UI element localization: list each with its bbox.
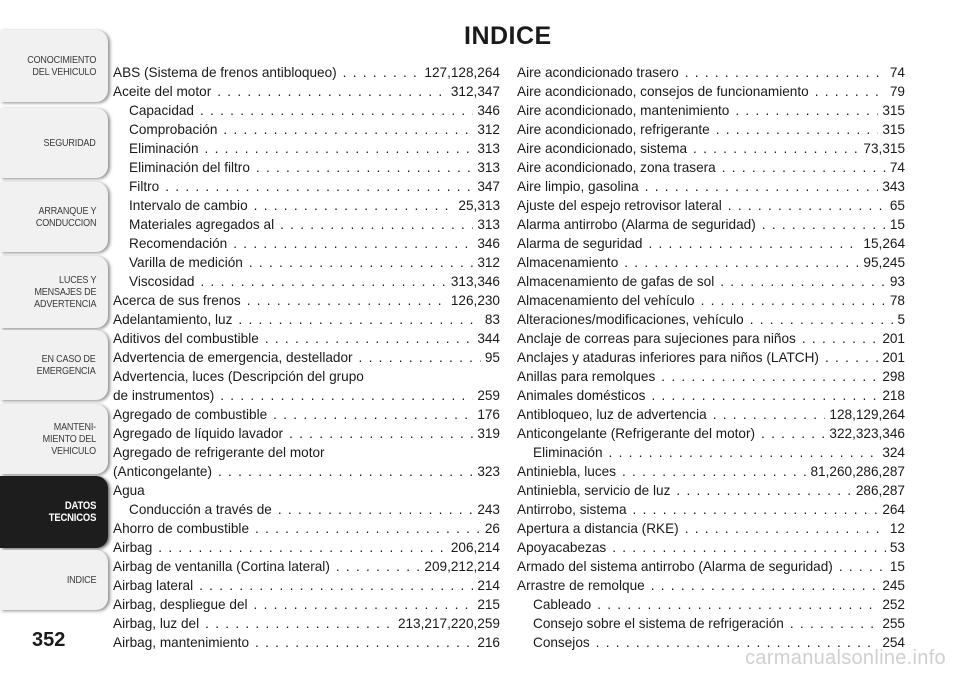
- index-entry[interactable]: [517, 481, 905, 500]
- index-entry-label: Airbag: [113, 540, 153, 555]
- index-entry[interactable]: [517, 519, 905, 538]
- index-entry-label: Conducción a través de: [129, 502, 272, 517]
- index-entry-page[interactable]: 213,217,220,259: [397, 616, 500, 631]
- dot-leader: [616, 462, 807, 481]
- index-entry[interactable]: [113, 348, 500, 367]
- index-entry-page[interactable]: 245: [882, 578, 905, 593]
- index-entry[interactable]: [517, 291, 905, 310]
- dot-leader: [199, 139, 474, 158]
- index-entry-label: Airbag de ventanilla (Cortina lateral): [113, 559, 330, 574]
- index-entry-label: Anclajes y ataduras inferiores para niños (LATCH): [517, 350, 819, 365]
- index-entry-label: Capacidad: [129, 103, 194, 118]
- index-entry-label: Eliminación: [129, 141, 199, 156]
- index-entry-label: Aire acondicionado, zona trasera: [517, 160, 716, 175]
- index-entry[interactable]: [113, 310, 500, 329]
- dot-leader: [249, 519, 481, 538]
- index-entry-label: Airbag, mantenimiento: [113, 635, 250, 650]
- tab-conocimiento-del-vehiculo[interactable]: [0, 30, 108, 102]
- page-number: 352: [32, 629, 66, 651]
- dot-leader: [645, 386, 878, 405]
- index-entry[interactable]: [517, 443, 905, 462]
- tab-label: MANTENI- MIENTO DEL VEHICULO: [42, 421, 96, 457]
- index-entry-page[interactable]: 298: [882, 369, 905, 384]
- index-entry-label: Aditivos del combustible: [113, 331, 259, 346]
- index-entry[interactable]: [113, 557, 500, 576]
- tab-label: CONOCIMIENTO DEL VEHICULO: [26, 54, 96, 78]
- index-entry-label: Animales domésticos: [517, 388, 646, 403]
- dot-leader: [606, 538, 886, 557]
- tab-luces-y-mensajes-de-advertencia[interactable]: [0, 256, 108, 328]
- index-entry-label: Antiniebla, luces: [517, 464, 616, 479]
- index-entry[interactable]: [113, 120, 500, 139]
- index-entry[interactable]: [113, 234, 500, 253]
- dot-leader: [337, 63, 421, 82]
- index-entry[interactable]: [517, 405, 905, 424]
- index-entry-page[interactable]: 264: [882, 502, 905, 517]
- index-entry[interactable]: [113, 481, 500, 500]
- dot-leader: [243, 253, 473, 272]
- index-entry-page[interactable]: 15,264: [863, 236, 905, 251]
- dot-leader: [248, 595, 474, 614]
- tab-label: INDICE: [66, 574, 96, 586]
- dot-leader: [212, 462, 473, 481]
- dot-leader: [283, 424, 473, 443]
- index-entry[interactable]: [113, 633, 500, 652]
- index-entry-label: Apoyacabezas: [517, 540, 607, 555]
- index-entry-label: Almacenamiento del vehículo: [517, 293, 695, 308]
- tab-indice[interactable]: [0, 550, 108, 610]
- dot-leader: [695, 291, 886, 310]
- index-entry-label: Armado del sistema antirrobo (Alarma de seguridad): [517, 559, 833, 574]
- index-entry-label: Recomendación: [129, 236, 228, 251]
- dot-leader: [655, 367, 878, 386]
- index-entry-label: Viscosidad: [129, 274, 195, 289]
- index-entry-label: Alteraciones/modificaciones, vehículo: [517, 312, 744, 327]
- index-entry-label: Aire limpio, gasolina: [517, 179, 639, 194]
- dot-leader: [193, 576, 473, 595]
- dot-leader: [744, 310, 894, 329]
- index-entry-page[interactable]: 176: [477, 407, 500, 422]
- index-entry-page[interactable]: 344: [477, 331, 500, 346]
- index-entry-page[interactable]: 95,245: [863, 255, 905, 270]
- tab-en-caso-de-emergencia[interactable]: [0, 330, 108, 400]
- index-entry-label: Anticongelante (Refrigerante del motor): [517, 426, 756, 441]
- index-entry[interactable]: [113, 519, 500, 538]
- dot-leader: [679, 63, 886, 82]
- index-entry-page[interactable]: 312,347: [450, 84, 500, 99]
- index-entry[interactable]: [517, 538, 905, 557]
- index-entry[interactable]: [517, 500, 905, 519]
- index-entry-label: Cableado: [533, 597, 592, 612]
- index-entry-page[interactable]: 319: [477, 426, 500, 441]
- index-entry-page[interactable]: 313: [477, 217, 500, 232]
- index-entry-label: Antirrobo, sistema: [517, 502, 627, 517]
- dot-leader: [274, 215, 473, 234]
- index-entry-page[interactable]: 215: [477, 597, 500, 612]
- index-entry-page[interactable]: 79: [889, 84, 905, 99]
- watermark-text: carmanualsonline.info: [745, 647, 946, 669]
- dot-leader: [670, 481, 851, 500]
- dot-leader: [241, 291, 447, 310]
- index-entry-label: Agregado de líquido lavador: [113, 426, 284, 441]
- index-entry-label: Advertencia, luces (Descripción del grupo: [113, 369, 364, 384]
- index-entry-label: Comprobación: [129, 122, 218, 137]
- dot-leader: [796, 329, 878, 348]
- index-entry-page[interactable]: 128,129,264: [829, 407, 905, 422]
- dot-leader: [707, 405, 826, 424]
- dot-leader: [227, 234, 473, 253]
- index-entry-label: Ahorro de combustible: [113, 521, 250, 536]
- index-entry-page[interactable]: 201: [882, 350, 905, 365]
- index-entry-page[interactable]: 315: [882, 103, 905, 118]
- index-entry-label: Acerca de sus frenos: [113, 293, 241, 308]
- dot-leader: [722, 196, 886, 215]
- index-entry-label: (Anticongelante): [113, 464, 212, 479]
- chapter-tabs-sidebar: [0, 0, 108, 678]
- index-entry-label: Aceite del motor: [113, 84, 212, 99]
- dot-leader: [714, 272, 886, 291]
- dot-leader: [679, 519, 886, 538]
- index-entry-page[interactable]: 206,214: [450, 540, 500, 555]
- index-entry[interactable]: [113, 386, 500, 405]
- index-entry[interactable]: [517, 329, 905, 348]
- index-entry-label: Ajuste del espejo retrovisor lateral: [517, 198, 722, 213]
- dot-leader: [784, 614, 878, 633]
- index-entry-page[interactable]: 127,128,264: [424, 65, 500, 80]
- index-entry[interactable]: [517, 253, 905, 272]
- index-entry[interactable]: [113, 177, 500, 196]
- index-entry[interactable]: [517, 272, 905, 291]
- index-entry-label: Varilla de medición: [129, 255, 243, 270]
- index-entry-page[interactable]: 209,212,214: [424, 559, 500, 574]
- dot-leader: [199, 614, 394, 633]
- index-entry-page[interactable]: 286,287: [855, 483, 905, 498]
- index-entry-label: Aire acondicionado, refrigerante: [517, 122, 710, 137]
- dot-leader: [645, 576, 879, 595]
- index-entry[interactable]: [517, 462, 905, 481]
- dot-leader: [627, 500, 879, 519]
- index-entry-label: Intervalo de cambio: [129, 198, 248, 213]
- dot-leader: [618, 253, 859, 272]
- index-entry-label: Aire acondicionado, consejos de funcionamiento: [517, 84, 809, 99]
- index-entry-page[interactable]: 313: [477, 141, 500, 156]
- index-entry-page[interactable]: 216: [477, 635, 500, 650]
- index-entry-page[interactable]: 346: [477, 236, 500, 251]
- index-entry-label: de instrumentos): [113, 388, 215, 403]
- dot-leader: [642, 234, 859, 253]
- index-entry[interactable]: [113, 272, 500, 291]
- index-entry-page[interactable]: 12: [889, 521, 905, 536]
- index-entry[interactable]: [113, 63, 500, 82]
- index-entry[interactable]: [113, 443, 500, 462]
- dot-leader: [248, 196, 455, 215]
- index-entry-label: Agua: [113, 483, 145, 498]
- index-entry-page[interactable]: 78: [889, 293, 905, 308]
- index-entry[interactable]: [113, 253, 500, 272]
- index-entry[interactable]: [113, 196, 500, 215]
- index-entry[interactable]: [517, 367, 905, 386]
- index-entry-label: Antibloqueo, luz de advertencia: [517, 407, 707, 422]
- index-entry-page[interactable]: 322,323,346: [829, 426, 905, 441]
- index-entry-page[interactable]: 95: [484, 350, 500, 365]
- index-entry-page[interactable]: 252: [882, 597, 905, 612]
- index-entry-page[interactable]: 65: [889, 198, 905, 213]
- index-column-left: [113, 63, 500, 652]
- index-entry-page[interactable]: 243: [477, 502, 500, 517]
- index-entry[interactable]: [517, 82, 905, 101]
- index-entry-page[interactable]: 73,315: [863, 141, 905, 156]
- index-entry-page[interactable]: 126,230: [450, 293, 500, 308]
- index-entry-page[interactable]: 15: [889, 217, 905, 232]
- tab-label: EN CASO DE EMERGENCIA: [37, 353, 96, 377]
- index-entry[interactable]: [113, 538, 500, 557]
- dot-leader: [195, 272, 447, 291]
- index-entry-label: Aire acondicionado trasero: [517, 65, 679, 80]
- index-entry-label: Anillas para remolques: [517, 369, 656, 384]
- index-entry[interactable]: [517, 348, 905, 367]
- index-entry[interactable]: [517, 158, 905, 177]
- tab-label: ARRANQUE Y CONDUCCION: [35, 205, 96, 229]
- index-entry[interactable]: [517, 101, 905, 120]
- index-entry[interactable]: [517, 196, 905, 215]
- dot-leader: [211, 82, 447, 101]
- dot-leader: [591, 595, 878, 614]
- index-column-right: [517, 63, 905, 652]
- index-entry-page[interactable]: 214: [477, 578, 500, 593]
- index-entry[interactable]: [517, 215, 905, 234]
- index-entry-label: Agregado de combustible: [113, 407, 268, 422]
- index-entry[interactable]: [113, 82, 500, 101]
- index-entry-page[interactable]: 81,260,286,287: [810, 464, 905, 479]
- index-entry[interactable]: [517, 614, 905, 633]
- index-entry-label: Antiniebla, servicio de luz: [517, 483, 671, 498]
- index-entry[interactable]: [517, 234, 905, 253]
- dot-leader: [603, 443, 879, 462]
- dot-leader: [819, 348, 878, 367]
- index-entry[interactable]: [113, 139, 500, 158]
- index-entry[interactable]: [517, 177, 905, 196]
- index-entry[interactable]: [113, 367, 500, 386]
- index-entry-label: Almacenamiento de gafas de sol: [517, 274, 715, 289]
- index-entry-page[interactable]: 15: [889, 559, 905, 574]
- index-entry[interactable]: [113, 405, 500, 424]
- index-entry-page[interactable]: 255: [882, 616, 905, 631]
- index-entry[interactable]: [113, 462, 500, 481]
- index-entry[interactable]: [113, 291, 500, 310]
- index-entry[interactable]: [517, 310, 905, 329]
- index-entry[interactable]: [113, 500, 500, 519]
- index-entry-page[interactable]: 93: [889, 274, 905, 289]
- index-entry-page[interactable]: 53: [889, 540, 905, 555]
- index-entry-label: Airbag, despliegue del: [113, 597, 248, 612]
- dot-leader: [250, 158, 473, 177]
- dot-leader: [217, 120, 473, 139]
- index-entry-label: Consejo sobre el sistema de refrigeración: [533, 616, 784, 631]
- tab-mantenimiento-del-vehiculo[interactable]: [0, 404, 108, 474]
- tab-datos-tecnicos[interactable]: [0, 476, 108, 548]
- index-entry-page[interactable]: 324: [882, 445, 905, 460]
- dot-leader: [267, 405, 473, 424]
- index-entry-label: Airbag, luz del: [113, 616, 200, 631]
- dot-leader: [353, 348, 481, 367]
- index-entry-page[interactable]: 312: [477, 122, 500, 137]
- index-entry-label: Advertencia de emergencia, destellador: [113, 350, 353, 365]
- dot-leader: [259, 329, 473, 348]
- index-entry[interactable]: [113, 329, 500, 348]
- index-entry-label: Materiales agregados al: [129, 217, 275, 232]
- index-entry-page[interactable]: 315: [882, 122, 905, 137]
- dot-leader: [152, 538, 447, 557]
- index-entry[interactable]: [517, 120, 905, 139]
- index-entry[interactable]: [113, 158, 500, 177]
- index-entry[interactable]: [517, 139, 905, 158]
- index-entry[interactable]: [113, 576, 500, 595]
- tab-arranque-y-conduccion[interactable]: [0, 182, 108, 252]
- index-entry-label: Almacenamiento: [517, 255, 619, 270]
- dot-leader: [194, 101, 473, 120]
- index-entry[interactable]: [517, 424, 905, 443]
- index-entry[interactable]: [517, 63, 905, 82]
- tab-label: SEGURIDAD: [43, 137, 96, 149]
- index-entry-label: Agregado de refrigerante del motor: [113, 445, 325, 460]
- tab-seguridad[interactable]: [0, 108, 108, 178]
- index-entry-label: Eliminación del filtro: [129, 160, 250, 175]
- dot-leader: [214, 386, 473, 405]
- dot-leader: [755, 424, 825, 443]
- index-entry-page[interactable]: 347: [477, 179, 500, 194]
- index-entry[interactable]: [517, 595, 905, 614]
- index-entry[interactable]: [113, 424, 500, 443]
- index-entry-page[interactable]: 5: [897, 312, 905, 327]
- index-entry-page[interactable]: 26: [484, 521, 500, 536]
- index-entry-page[interactable]: 259: [477, 388, 500, 403]
- dot-leader: [716, 158, 886, 177]
- index-entry-page[interactable]: 343: [882, 179, 905, 194]
- index-entry-label: Filtro: [129, 179, 160, 194]
- dot-leader: [272, 500, 473, 519]
- index-entry-page[interactable]: 312: [477, 255, 500, 270]
- index-entry-label: Airbag lateral: [113, 578, 194, 593]
- index-entry-label: Aire acondicionado, mantenimiento: [517, 103, 730, 118]
- dot-leader: [249, 633, 473, 652]
- index-entry-label: Anclaje de correas para sujeciones para niños: [517, 331, 796, 346]
- index-entry-page[interactable]: 218: [882, 388, 905, 403]
- index-entry-page[interactable]: 254: [882, 635, 905, 650]
- index-entry-label: Arrastre de remolque: [517, 578, 645, 593]
- tab-label: LUCES Y MENSAJES DE ADVERTENCIA: [33, 274, 96, 310]
- index-entry[interactable]: [113, 101, 500, 120]
- index-entry-label: Alarma de seguridad: [517, 236, 643, 251]
- dot-leader: [232, 310, 480, 329]
- index-entry-page[interactable]: 25,313: [458, 198, 500, 213]
- dot-leader: [330, 557, 421, 576]
- index-entry-label: Alarma antirrobo (Alarma de seguridad): [517, 217, 756, 232]
- index-entry[interactable]: [113, 614, 500, 633]
- index-entry-page[interactable]: 323: [477, 464, 500, 479]
- index-entry-page[interactable]: 313: [477, 160, 500, 175]
- index-entry-label: Adelantamiento, luz: [113, 312, 233, 327]
- index-entry[interactable]: [517, 557, 905, 576]
- dot-leader: [729, 101, 878, 120]
- dot-leader: [710, 120, 879, 139]
- index-entry-page[interactable]: 83: [484, 312, 500, 327]
- tab-label: DATOS TECNICOS: [48, 500, 96, 524]
- index-entry[interactable]: [517, 576, 905, 595]
- index-entry[interactable]: [517, 386, 905, 405]
- dot-leader: [687, 139, 859, 158]
- index-entry-page[interactable]: 313,346: [450, 274, 500, 289]
- index-entry[interactable]: [113, 215, 500, 234]
- index-entry-label: Apertura a distancia (RKE): [517, 521, 679, 536]
- index-entry-page[interactable]: 74: [889, 160, 905, 175]
- index-entry[interactable]: [113, 595, 500, 614]
- page-title: INDICE: [464, 22, 552, 50]
- index-entry-label: ABS (Sistema de frenos antibloqueo): [113, 65, 337, 80]
- index-entry-page[interactable]: 346: [477, 103, 500, 118]
- index-entry-label: Aire acondicionado, sistema: [517, 141, 688, 156]
- dot-leader: [639, 177, 879, 196]
- index-entry-page[interactable]: 74: [889, 65, 905, 80]
- dot-leader: [159, 177, 473, 196]
- index-entry-label: Eliminación: [533, 445, 603, 460]
- index-entry-label: Consejos: [533, 635, 590, 650]
- dot-leader: [756, 215, 886, 234]
- dot-leader: [833, 557, 886, 576]
- dot-leader: [809, 82, 886, 101]
- index-entry-page[interactable]: 201: [882, 331, 905, 346]
